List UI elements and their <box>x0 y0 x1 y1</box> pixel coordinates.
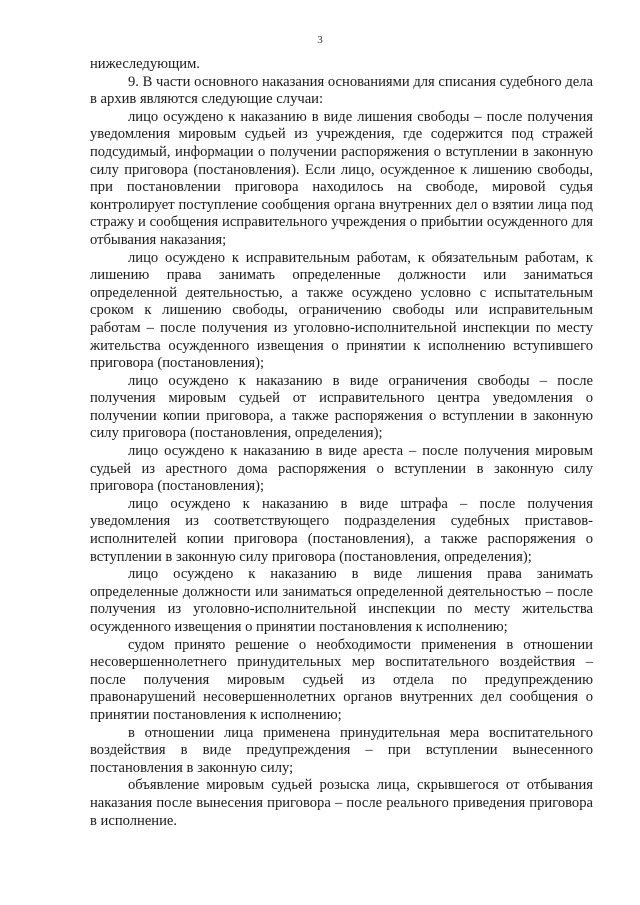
page-number: 3 <box>317 34 323 46</box>
paragraph-case-arrest: лицо осуждено к наказанию в виде ареста – после получения мировым судьей из арестного дома распоряжения о вступлении в законную силу приговора (постановления); <box>90 443 593 495</box>
paragraph-case-deprivation-of-right: лицо осуждено к наказанию в виде лишения права занимать определенные должности или заниматься определенной деятельностью – после получения из уголовно-исполнительной инспекции по месту жительства осужденного извещения о принятии постановления к исполнению; <box>90 566 593 635</box>
paragraph-continuation: нижеследующим. <box>90 56 200 72</box>
paragraph-case-wanted: объявление мировым судьей розыска лица, скрывшегося от отбывания наказания после вынесения приговора – после реального приведения приговора в исполнение. <box>90 777 593 829</box>
paragraph-case-correctional-work: лицо осуждено к исправительным работам, к обязательным работам, к лишению права занимать определенные должности или заниматься определенной деятельностью, а также осуждено условно с испытательным сроком к лишению свободы, ограничению свободы или исправительным работам – после получения из уголовно-исполнительной инспекции по месту жительства осужденного извещения о принятии к исполнению вступившего приговора (постановления); <box>90 249 593 372</box>
paragraph-case-imprisonment: лицо осуждено к наказанию в виде лишения свободы – после получения уведомления мировым судьей из учреждения, где содержится под стражей подсудимый, информации о получении распоряжения о вступлении в законную силу приговора (постановления). Если лицо, осужденное к лишению свободы, при постановлении приговора находилось на свободе, мировой судья контролирует поступление сообщения органа внутренних дел о взятии лица под стражу и сообщения исправительного учреждения о прибытии осужденного для отбывания наказания; <box>90 108 593 248</box>
document-body <box>90 56 593 830</box>
paragraph-case-warning: в отношении лица применена принудительная мера воспитательного воздействия в виде предупреждения – при вступлении вынесенного постановления в законную силу; <box>90 724 593 776</box>
paragraph-clause-9: 9. В части основного наказания основаниями для списания судебного дела в архив являются следующие случаи: <box>90 73 593 108</box>
paragraph-case-restriction-of-freedom: лицо осуждено к наказанию в виде ограничения свободы – после получения мировым судьей от исправительного центра уведомления о получении копии приговора, а также распоряжения о вступлении в законную силу приговора (постановления, определения); <box>90 372 593 442</box>
paragraph-case-minor-measures: судом принято решение о необходимости применения в отношении несовершеннолетнего принудительных мер воспитательного воздействия – после получения мировым судьей из отдела по предупреждению правонарушений несовершеннолетних органов внутренних дел сообщения о принятии постановления к исполнению; <box>90 636 593 723</box>
paragraph-case-fine: лицо осуждено к наказанию в виде штрафа – после получения уведомления из соответствующего подразделения судебных приставов-исполнителей копии приговора (постановления), а также распоряжения о вступлении в законную силу приговора (постановления, определения); <box>90 495 593 565</box>
